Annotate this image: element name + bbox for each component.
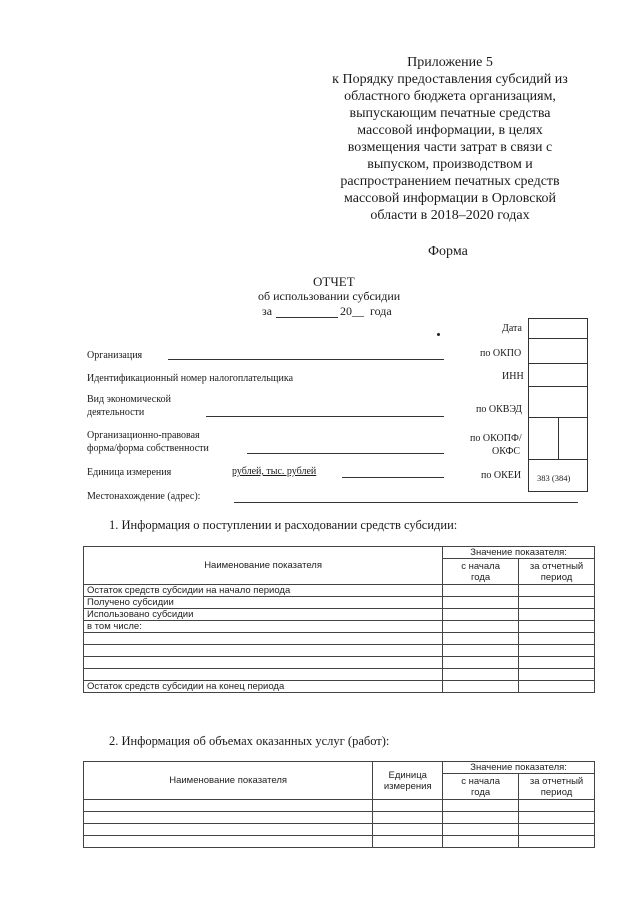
appendix-line: области в 2018–2020 годах [370,208,530,223]
header-value: Значение показателя: [443,547,595,559]
appendix-line: массовой информации в Орловской [343,191,557,206]
table-row: Остаток средств субсидии на конец периода [84,681,443,693]
organization-line[interactable] [168,359,444,360]
table-row: Использовано субсидии [84,609,443,621]
header-start: с начала года [443,559,519,585]
header-unit: Единица измерения [373,762,443,800]
dot-mark [437,333,440,336]
location-line[interactable] [234,502,578,503]
code-okei-label: по ОКЕИ [481,470,522,481]
section1-table [83,546,595,693]
code-okfs-label: ОКФС [492,446,521,457]
form-label: Форма [428,244,468,259]
header-value: Значение показателя: [443,762,595,774]
period-prefix: за [262,304,273,318]
unit-value: рублей, тыс. рублей [232,466,317,477]
appendix-line: распространением печатных средств [340,174,560,189]
appendix-line: к Порядку предоставления субсидий из [332,72,568,87]
code-date-label: Дата [502,323,522,334]
appendix-line: массовой информации, в целях [357,123,543,138]
code-okved-label: по ОКВЭД [476,404,522,415]
table-row [84,836,373,848]
activity-line[interactable] [206,416,444,417]
appendix-line: Приложение 5 [407,55,493,70]
header-period: за отчетный период [519,559,595,585]
code-okpo-label: по ОКПО [480,348,522,359]
location-label: Местонахождение (адрес): [87,491,201,502]
period-suffix: года [370,304,392,318]
legal-form-label: форма/форма собственности [87,443,209,454]
appendix-line: выпускающим печатные средства [349,106,551,121]
table-row [84,633,443,645]
organization-label: Организация [87,350,143,361]
activity-label: Вид экономической [87,394,171,405]
report-title: ОТЧЕТ [313,274,355,289]
appendix-header [300,54,600,224]
header-name: Наименование показателя [84,762,373,800]
table-row [84,669,443,681]
section1-title: 1. Информация о поступлении и расходовании средств субсидии: [109,518,458,532]
section2-title: 2. Информация об объемах оказанных услуг (работ): [109,734,390,748]
table-row [84,800,373,812]
code-okei-value: 383 (384) [537,473,571,483]
appendix-line: возмещения части затрат в связи с [347,140,553,155]
report-subtitle: об использовании субсидии [258,289,401,303]
table-row [84,645,443,657]
codes-box [528,318,588,492]
code-okopf-label: по ОКОПФ/ [470,433,522,444]
appendix-line: областного бюджета организациям, [344,89,556,104]
table-row [84,657,443,669]
table-row [84,812,373,824]
table-row: в том числе: [84,621,443,633]
table-row: Получено субсидии [84,597,443,609]
period-line [276,317,338,318]
activity-label: деятельности [87,407,145,418]
header-period: за отчетный период [519,774,595,800]
table-row [84,824,373,836]
legal-form-line[interactable] [247,453,444,454]
legal-form-label: Организационно-правовая [87,430,200,441]
period-year: 20__ [340,304,364,318]
unit-label: Единица измерения [87,467,172,478]
section2-table [83,761,595,848]
tax-id-label: Идентификационный номер налогоплательщика [87,373,294,384]
unit-line [342,477,444,478]
header-name: Наименование показателя [84,547,443,585]
table-row: Остаток средств субсидии на начало периода [84,585,443,597]
code-inn-label: ИНН [502,371,524,382]
header-start: с начала года [443,774,519,800]
appendix-line: выпуском, производством и [367,157,533,172]
